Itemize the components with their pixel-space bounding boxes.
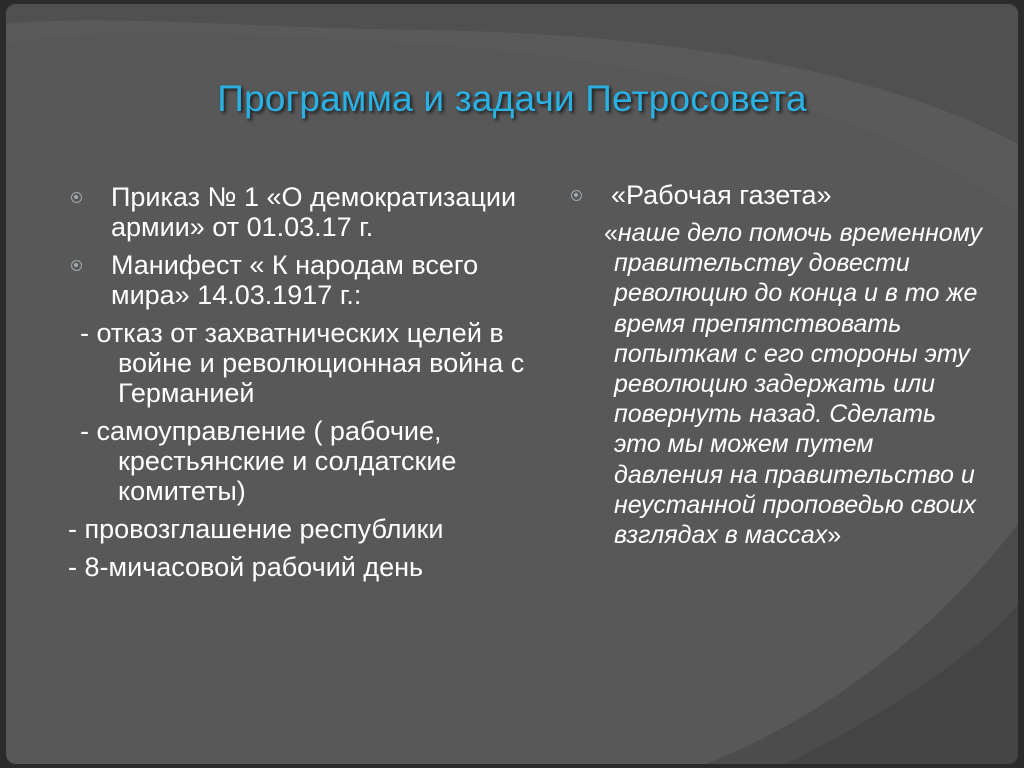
slide-panel xyxy=(6,4,1018,764)
dash-item: - 8-мичасовой рабочий день xyxy=(68,552,424,582)
bullet-text: «Рабочая газета» xyxy=(611,180,832,210)
right-column xyxy=(568,180,988,550)
bullet-item xyxy=(68,182,528,242)
bullet-text: Приказ № 1 «О демократизации армии» от 01.03.17 г. xyxy=(111,182,517,242)
quote-body: наше дело помочь временному правительству довести революцию до конца и в то же время препятствовать попыткам с его стороны эту революцию задержать или повернуть назад. Сделать это мы можем путем давления на правительство и неустанной проповедью своих взглядах в массах xyxy=(614,219,983,550)
ring-bullet-icon xyxy=(71,260,82,271)
dash-item: - отказ от захватнических целей в войне и революционная война с Германией xyxy=(80,318,525,408)
ring-bullet-icon xyxy=(571,190,582,201)
newspaper-quote xyxy=(568,218,988,550)
quote-open-mark: « xyxy=(604,219,618,247)
bullet-item xyxy=(68,250,528,310)
left-column xyxy=(68,182,528,590)
dash-item: - провозглашение республики xyxy=(68,514,444,544)
page-title: Программа и задачи Петросовета xyxy=(217,78,807,119)
quote-close-mark: » xyxy=(827,521,842,550)
ring-bullet-icon xyxy=(71,192,82,203)
bullet-text: Манифест « К народам всего мира» 14.03.1917 г.: xyxy=(111,250,479,310)
bullet-item xyxy=(568,180,988,210)
dash-item: - самоуправление ( рабочие, крестьянские и солдатские комитеты) xyxy=(80,416,457,506)
